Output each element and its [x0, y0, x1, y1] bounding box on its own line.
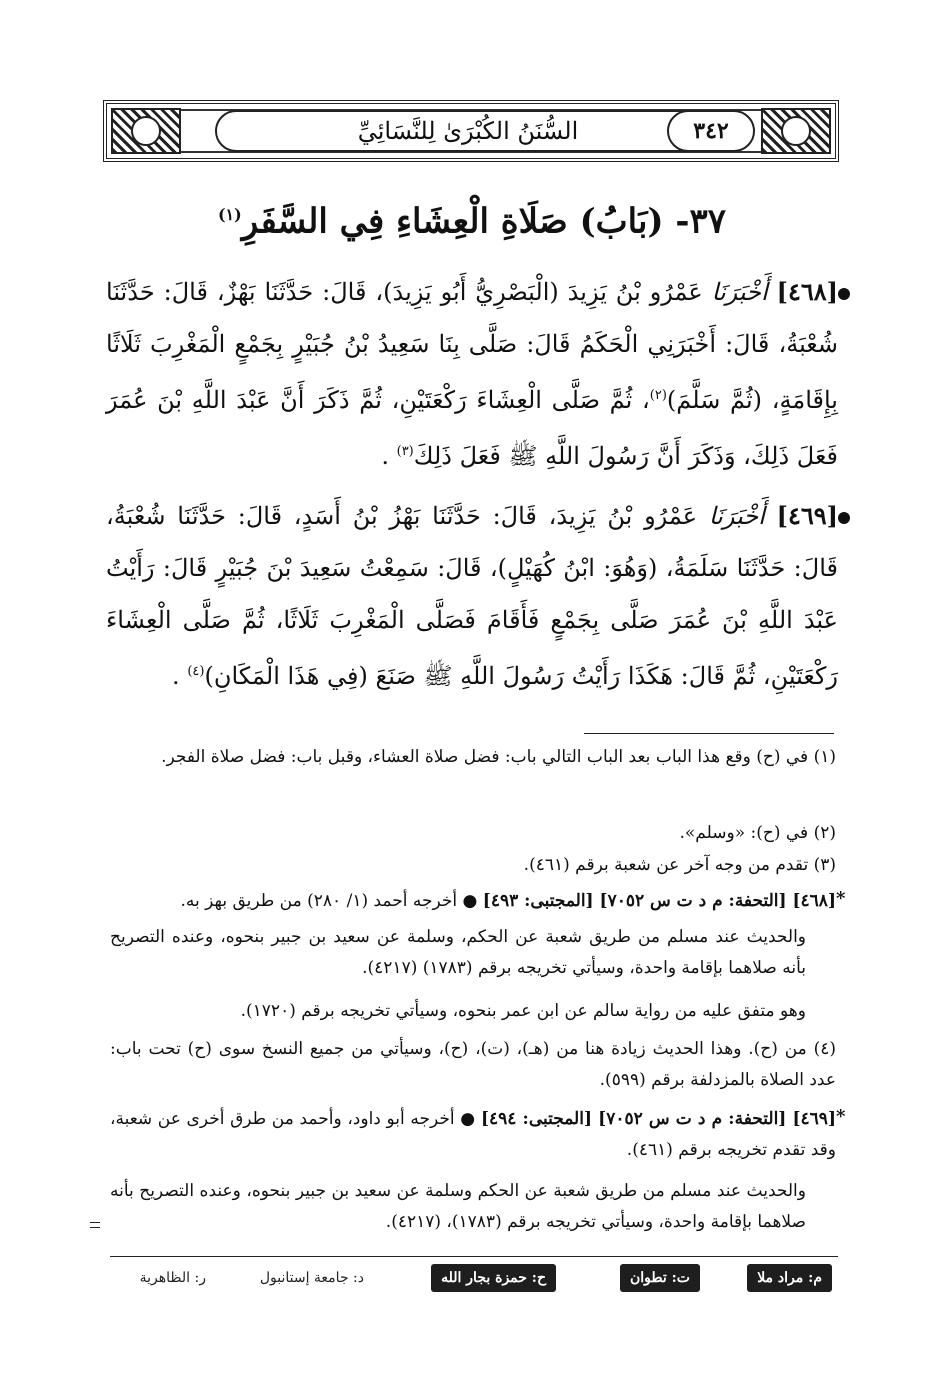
chapter-title: ٣٧- (بَابُ) صَلَاةِ الْعِشَاءِ فِي السَّفَرِ	[241, 201, 727, 242]
hadith-lead: أَخْبَرَنَا	[711, 278, 768, 306]
footnote-text: (٤) من (ح). وهذا الحديث زيادة هنا من (هـ)، (ت)، (ح)، وسيأتي من جميع النسخ سوى (ح) تحت باب: عدد الصلاة بالمزدلفة برقم (٥٩٩).	[110, 1039, 836, 1090]
footnote-4	[110, 1034, 836, 1096]
footnote-1	[110, 742, 836, 773]
footnote-3	[110, 850, 836, 881]
manuscript-h: ح: حمزة بجار الله	[431, 1264, 556, 1292]
takhrij-468-note-2	[110, 996, 836, 1027]
manuscript-r: ر: الظاهرية	[139, 1270, 206, 1286]
hadith-469	[106, 490, 838, 702]
ornament-left-icon	[111, 108, 181, 154]
hadith-text: ، ثُمَّ صَلَّى الْعِشَاءَ رَكْعَتَيْنِ، ثُمَّ ذَكَرَ أَنَّ عَبْدَ اللَّهِ بْنَ عُمَرَ فَعَلَ ذَلِكَ، وَذَكَرَ أَنَّ رَسُولَ اللَّهِ ﷺ فَعَلَ ذَلِكَ	[106, 386, 838, 470]
footnote-text: والحديث عند مسلم من طريق شعبة عن الحكم وسلمة عن سعيد بن جبير بنحوه، وعنده التصريح بأنه صلاهما بإقامة واحدة، وسيأتي تخريجه برقم (١٧٨٣)، (٤٢١٧).	[110, 1181, 806, 1232]
chapter-fn-ref: (١)	[217, 205, 242, 224]
legend-separator	[110, 1256, 838, 1257]
hadith-text: عَمْرُو بْنُ يَزِيدَ (الْبَصْرِيُّ أَبُو يَزِيدَ)، قَالَ: حَدَّثَنَا بَهْزٌ، قَالَ: حَدَّثَنَا شُعْبَةُ، قَالَ: أَخْبَرَنِي الْحَكَمُ قَالَ: صَلَّى بِنَا سَعِيدُ بْنُ جُبَيْرٍ بِجَمْعٍ الْمَغْرِبَ ثَلَاثًا بِإِقَامَةٍ، (ثُمَّ سَلَّمَ)	[106, 278, 838, 414]
takhrij-star-icon: *	[836, 888, 846, 909]
fn-ref: (٢)	[649, 388, 667, 403]
bullet-icon	[838, 512, 850, 524]
manuscript-d: د: جامعة إستانبول	[259, 1270, 364, 1286]
hadith-text: عَمْرُو بْنُ يَزِيدَ، قَالَ: حَدَّثَنَا بَهْزُ بْنُ أَسَدٍ، قَالَ: حَدَّثَنَا شُعْبَةُ، قَالَ: حَدَّثَنَا سَلَمَةُ، (وَهُوَ: ابْنُ كُهَيْلٍ)، قَالَ: سَمِعْتُ سَعِيدَ بْنَ جُبَيْرٍ قَالَ: رَأَيْتُ عَبْدَ اللَّهِ بْنَ عُمَرَ صَلَّى بِجَمْعٍ فَأَقَامَ فَصَلَّى الْمَغْرِبَ ثَلَاثًا، ثُمَّ صَلَّى الْعِشَاءَ رَكْعَتَيْنِ، ثُمَّ قَالَ: هَكَذَا رَأَيْتُ رَسُولَ اللَّهِ ﷺ صَنَعَ (فِي هَذَا الْمَكَانِ)	[106, 502, 838, 690]
chapter-heading	[150, 190, 794, 246]
takhrij-468-note-1	[110, 922, 836, 984]
takhrij-469	[110, 1104, 836, 1166]
takhrij-ref: [٤٦٩] [التحفة: م د ت س ٧٠٥٢] [المجتبى: ٤٩٤]	[480, 1109, 836, 1129]
footnote-text: (٢) في (ح): «وسلم».	[679, 823, 836, 843]
footnote-text: والحديث عند مسلم من طريق شعبة عن الحكم، وسلمة عن سعيد بن جبير بنحوه، وعنده التصريح بأنه صلاهما بإقامة واحدة، وسيأتي تخريجه برقم (١٧٨٣) (٤٢١٧).	[110, 927, 806, 978]
book-title-cartouche	[215, 110, 721, 152]
takhrij-star-icon: *	[836, 1106, 846, 1127]
takhrij-text: ● أخرجه أحمد (١/ ٢٨٠) من طريق بهز به.	[180, 891, 483, 911]
fn-ref: (٤)	[187, 664, 205, 679]
manuscript-t: ت: تطوان	[620, 1264, 700, 1292]
book-title: السُّنَنُ الكُبْرَىٰ لِلنَّسَائِيِّ	[357, 117, 579, 145]
takhrij-ref: [٤٦٨] [التحفة: م د ت س ٧٠٥٢] [المجتبى: ٤٩٣]	[482, 891, 836, 911]
fn-ref: (٣)	[396, 444, 414, 459]
footnote-text: وهو متفق عليه من رواية سالم عن ابن عمر بنحوه، وسيأتي تخريجه برقم (١٧٢٠).	[240, 1001, 806, 1021]
ornament-right-icon	[761, 108, 831, 154]
manuscript-legend	[110, 1262, 838, 1296]
takhrij-468	[110, 886, 836, 917]
manuscript-m: م: مراد ملا	[747, 1264, 832, 1292]
hadith-end: .	[381, 442, 397, 470]
footnote-separator	[584, 733, 834, 734]
margin-mark-icon	[90, 1222, 100, 1228]
takhrij-text: ● أخرجه أبو داود، وأحمد من طرق أخرى عن شعبة، وقد تقدم تخريجه برقم (٤٦١).	[110, 1109, 836, 1160]
footnote-text: (٣) تقدم من وجه آخر عن شعبة برقم (٤٦١).	[523, 855, 836, 875]
hadith-468	[106, 266, 838, 482]
page-number: ٣٤٢	[693, 118, 729, 144]
bullet-icon	[838, 288, 850, 300]
takhrij-469-note-1	[110, 1176, 836, 1238]
footnote-text: (١) في (ح) وقع هذا الباب بعد الباب التالي باب: فضل صلاة العشاء، وقبل باب: فضل صلاة الفجر.	[161, 747, 836, 767]
hadith-end: .	[172, 662, 188, 690]
footnote-2	[110, 818, 836, 849]
page-number-cartouche	[667, 110, 755, 152]
page-header	[103, 100, 839, 162]
hadith-lead: أَخْبَرَنَا	[708, 502, 765, 530]
hadith-number: [٤٦٩]	[776, 501, 838, 530]
hadith-number: [٤٦٨]	[776, 277, 838, 306]
